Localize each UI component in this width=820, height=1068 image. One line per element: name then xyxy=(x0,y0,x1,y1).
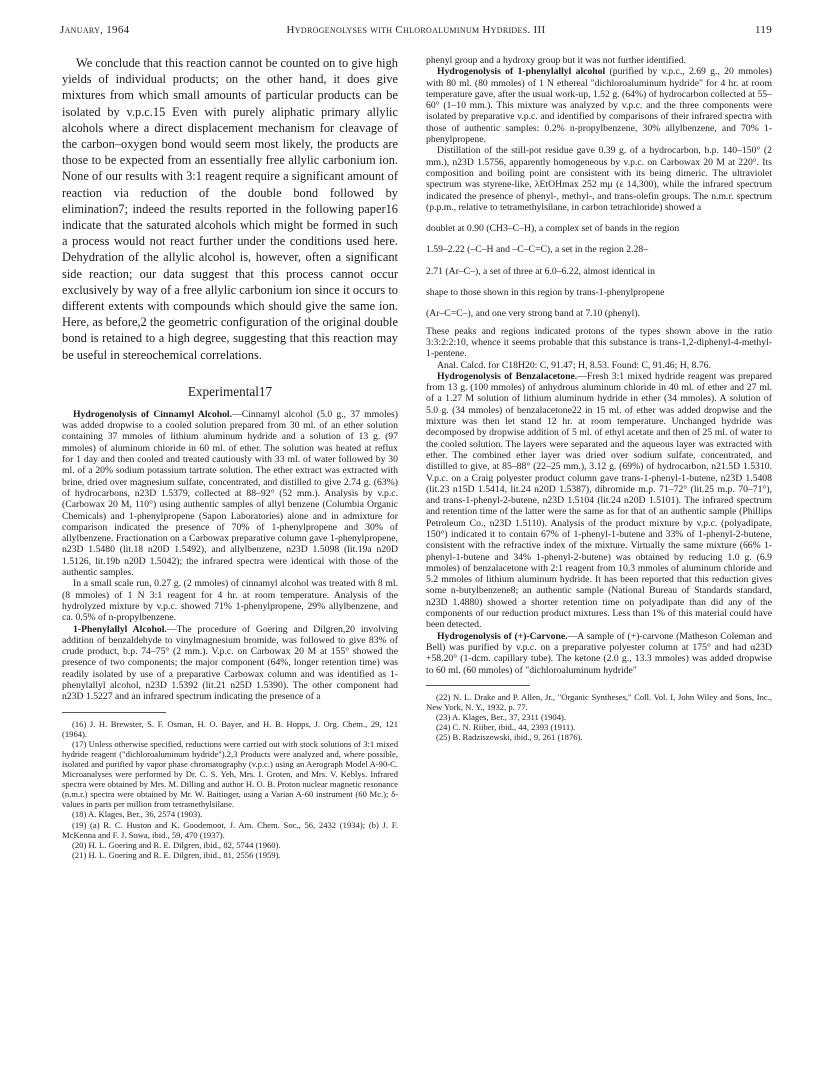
paragraph-body: —The procedure of Goering and Dilgren,20 involving addition of benzaldehyde to vinylmagnesium bromide, was followed to give 83% of crude product, b.p. 74–75° (2 mm.). V.p.c. on Carbowax 20 M at 155° showed the presence of two components; the major component (64%, longer retention time) was readily isolated by use of a preparative Carbowax column and was identified as 1-phenylallyl alcohol, n23D 1.5392 (lit.21 n25D 1.5390). The other component had n23D 1.5227 and an infrared spectrum indicating the presence of a xyxy=(62,623,398,703)
footnote: (22) N. L. Drake and P. Allen, Jr., "Organic Syntheses," Coll. Vol. I, John Wiley and Sons, Inc., New York, N. Y., 1932, p. 77. xyxy=(426,691,772,712)
run-in-title: Hydrogenolysis of (+)-Carvone. xyxy=(437,630,568,642)
intro-paragraph: We conclude that this reaction cannot be counted on to give high yields of individual products; on the other hand, it does give mixtures from which small amounts of particular products can be isolated by v.p.c.15 Even with purely aliphatic primary allylic alcohols where a direct displacement mechanism for cleavage of the carbon–oxygen bond would seem most likely, the products are those to be expected from an essentially free allylic carbonium ion. None of our results with 3:1 reagent require a significant amount of reaction via reduction of the double bond followed by elimination7; indeed the results reported in the following paper16 indicate that the saturated alcohols which might be formed in such a process would not react further under the conditions used here. Dehydration of the allylic alcohol is, however, often a significant side reaction; our data suggest that this process cannot occur exclusively by way of a free allylic carbonium ion since it occurs to different extents with compounds which should give the same ion. Here, as before,2 the geometric configuration of the original double bond is retained to a high degree, suggesting that this reaction may be useful in stereochemical correlations. xyxy=(62,56,398,362)
right-column xyxy=(426,55,772,742)
paragraph-distillation: Distillation of the still-pot residue gave 0.39 g. of a hydrocarbon, b.p. 140–150° (2 mm.), n23D 1.5756, apparently homogeneous by v.p.c. on Carbowax 20 M at 220°. Its composition and boiling point are consistent with its being dimeric. The ultraviolet spectrum was styrene-like, λEtOHmax 252 mμ (ε 14,300), while the infrared spectrum indicated the presence of phenyl-, methyl-, and trans-olefin groups. The n.m.r. spectrum (p.p.m., relative to tetramethylsilane, in carbon tetrachloride) showed a xyxy=(426,145,772,213)
footnote: (19) (a) R. C. Huston and K. Goodemoot, J. Am. Chem. Soc., 56, 2432 (1934); (b) J. F. McKenna and F. J. Sowa, ibid., 59, 470 (1937). xyxy=(62,819,398,840)
footnote: (17) Unless otherwise specified, reductions were carried out with stock solutions of 3:1 mixed hydride reagent ("dichloroaluminum hydride").2,3 Products were analyzed and, where possible, isolated and purified by vapor phase chromatography (v.p.c.) using an Aerograph Model A-90-C. Microanalyses were performed by Dr. C. S. Yeh, Mrs. I. Groten, and Mrs. V. Keblys. Infrared spectra were obtained by Mrs. M. Dilling and author H. O. B. Proton nuclear magnetic resonance (n.m.r.) spectra were obtained by Mr. W. Baitinger, using a Varian A-60 instrument (60 Mc.); δ-values in parts per million from tetramethylsilane. xyxy=(62,738,398,810)
footnote-rule xyxy=(62,712,166,713)
header-title: Hydrogenolyses with Chloroaluminum Hydrides. III xyxy=(286,24,546,36)
paragraph-carvone xyxy=(426,631,772,676)
section-title-experimental: Experimental17 xyxy=(187,383,273,399)
footnote-rule xyxy=(426,685,530,686)
paragraph-cinnamyl xyxy=(62,409,398,578)
nmr-line: (Ar–C=C–), and one very strong band at 7.10 (phenyl). xyxy=(426,308,640,320)
paragraph-body: (purified by v.p.c., 2.69 g., 20 mmoles) with 80 ml. (80 mmoles) of 1 N ethereal "dichloroaluminum hydride" for 4 hr. at room temperature gave, after the usual work-up, 1.52 g. (64%) of hydrocarbon collected at 55–60° (1–10 mm.). This mixture was analyzed by v.p.c. and the three components were isolated by preparative v.p.c. and identified by comparisons of their infrared spectra with those of authentic samples: 0.2% n-propylbenzene, 30% allylbenzene, and 70% 1-phenylpropene. xyxy=(426,66,772,146)
footnotes-right xyxy=(426,692,772,742)
nmr-line: shape to those shown in this region by trans-1-phenylpropene xyxy=(426,287,665,299)
run-in-title: Hydrogenolysis of Benzalacetone. xyxy=(437,370,578,382)
paragraph-peaks: These peaks and regions indicated protons of the types shown above in the ratio 3:3:2:2:10, whence it seems probable that this substance is trans-1,2-diphenyl-4-methyl-1-pentene. xyxy=(426,325,772,360)
footnote: (20) H. L. Goering and R. E. Dilgren, ibid., 82, 5744 (1960). xyxy=(72,839,281,850)
paragraph-continuation: phenyl group and a hydroxy group but it was not further identified. xyxy=(426,55,686,66)
paragraph-phenylallyl-hydrogenolysis xyxy=(426,66,772,145)
nmr-line: 1.59–2.22 (–C–H and –C–C=C), a set in the region 2.28– xyxy=(426,244,649,256)
paragraph-benzalacetone xyxy=(426,371,772,631)
footnote: (21) H. L. Goering and R. E. Dilgren, ibid., 81, 2556 (1959). xyxy=(72,849,281,860)
paragraph-phenylallyl xyxy=(62,624,398,703)
paragraph-body: —A sample of (+)-carvone (Matheson Coleman and Bell) was purified by v.p.c. on a preparative polyester column at 175° and had α23D +58.20° (1-dcm. capillary tube). The ketone (2.0 g., 13.3 mmoles) was added dropwise to 60 ml. (60 mmoles) of "dichloroaluminum hydride" xyxy=(426,630,772,676)
footnote: (23) A. Klages, Ber., 37, 2311 (1904). xyxy=(436,712,567,723)
run-in-title: Hydrogenolysis of Cinnamyl Alcohol. xyxy=(73,408,233,420)
footnote: (25) B. Radziszewski, ibid., 9, 261 (1876). xyxy=(436,732,583,743)
paragraph-analysis: Anal. Calcd. for C18H20: C, 91.47; H, 8.53. Found: C, 91.46; H, 8.76. xyxy=(437,359,711,371)
header-date: January, 1964 xyxy=(60,24,130,36)
paragraph-body: —Cinnamyl alcohol (5.0 g., 37 mmoles) was added dropwise to a cooled solution prepared from 30 ml. of an ether solution containing 37 mmoles of lithium aluminum hydride and a solution of 13 g. (97 mmoles) of aluminum chloride in 60 ml. of ether. The solution was heated at reflux for 1 day and then cooled and treated cautiously with 33 ml. of water followed by 30 ml. of a 20% sodium potassium tartrate solution. The ether extract was extracted with brine, dried over magnesium sulfate, concentrated, and distilled to give 2.74 g. (63%) of hydrocarbons, n23D 1.5379, collected at 88–92° (52 mm.). Analysis by v.p.c. (Carbowax 20 M, 110°) using authentic samples of allyl benzene (Columbia Organic Chemicals) and 1-phenylpropene (Sapon Laboratories) alone and in admixture for comparison indicated the presence of 70% of 1-phenylpropene and 30% of allylbenzene. Fractionation on a Carbowax preparative column gave 1-phenylpropene, n23D 1.5480 (lit.18 n20D 1.5492), and allylbenzene, n23D 1.5098 (lit.19a n20D 1.5126, lit.19b n20D 1.5042); the infrared spectra were identical with those of the authentic samples. xyxy=(62,408,399,579)
run-in-title: 1-Phenylallyl Alcohol. xyxy=(73,623,167,635)
nmr-line: 2.71 (Ar–C–), a set of three at 6.0–6.22, almost identical in xyxy=(426,265,655,277)
nmr-line: doublet at 0.90 (CH3–C–H), a complex set of bands in the region xyxy=(426,223,680,235)
footnote: (18) A. Klages, Ber., 36, 2574 (1903). xyxy=(72,809,203,820)
paragraph-small-scale: In a small scale run, 0.27 g. (2 mmoles) of cinnamyl alcohol was treated with 8 ml. (8 mmoles) of 1 N 3:1 reagent for 4 hr. at room temperature. Analysis of the hydrolyzed mixture by v.p.c. showed 71% 1-phenylpropene, 29% allylbenzene, and ca. 0.5% of n-propylbenzene. xyxy=(62,578,398,624)
run-in-title: Hydrogenolysis of 1-phenylallyl alcohol xyxy=(437,66,606,78)
paragraph-body: —Fresh 3:1 mixed hydride reagent was prepared from 13 g. (100 mmoles) of anhydrous aluminum chloride in 40 ml. of ether and 27 ml. of a 1.27 M solution of lithium aluminum hydride in ether (34 mmoles). A solution of 5.0 g. (34 mmoles) of benzalacetone22 in 15 ml. of ether was added dropwise and the mixture was then let stand 12 hr. at room temperature. Unchanged hydride was decomposed by dropwise addition of 5 ml. of ethyl acetate and then of 25 ml. of water to the cooled solution. The layers were separated and the aqueous layer was extracted with ether. The combined ether layer was dried over sodium sulfate, concentrated, and distilled to give, at 85–88° (22–25 mm.), 3.12 g. (69%) of hydrocarbon, n21.5D 1.5310. V.p.c. on a Craig polyester product column gave trans-1-phenyl-1-butene, n23D 1.5408 (lit.23 n15D 1.5414, lit.24 n20D 1.5387), dibromide m.p. 71–72° (lit.25 m.p. 70–71°), and trans-1-phenyl-2-butene, n23D 1.5104 (lit.24 n20D 1.5101). The infrared spectrum and retention time of the latter were the same as for that of an authentic sample (Phillips Petroleum Co., n23D 1.5110). Analysis of the product mixture by v.p.c. (polyadipate, 150°) indicated it to contain 67% of 1-phenyl-1-butene and 33% of 1-phenyl-2-butene, consistent with the refractive index of the mixture. Virtually the same mixture (66% 1-phenyl-1-butene and 34% 1-phenyl-2-butene) was obtained by reducing 1.0 g. (6.9 mmoles) of benzalacetone with 2:1 reagent from 10.3 mmoles of aluminum chloride and 5.2 mmoles of lithium aluminum hydride. It has been reported that this reduction gives some n-butylbenzene8; an authentic sample (National Bureau of Standards standard, n23D 1.4880) showed a shorter retention time on polyadipate than did any of the components of our reduction product mixtures. Less than 1% of this material could have been detected. xyxy=(426,370,772,631)
footnotes-left xyxy=(62,719,398,860)
footnote: (24) C. N. Riiber, ibid., 44, 2393 (1911). xyxy=(436,722,576,733)
running-header xyxy=(60,24,772,40)
left-column xyxy=(62,55,398,860)
page-number: 119 xyxy=(755,24,772,36)
footnote: (16) J. H. Brewster, S. F. Osman, H. O. Bayer, and H. B. Hopps, J. Org. Chem., 29, 121 (1964). xyxy=(62,718,398,739)
